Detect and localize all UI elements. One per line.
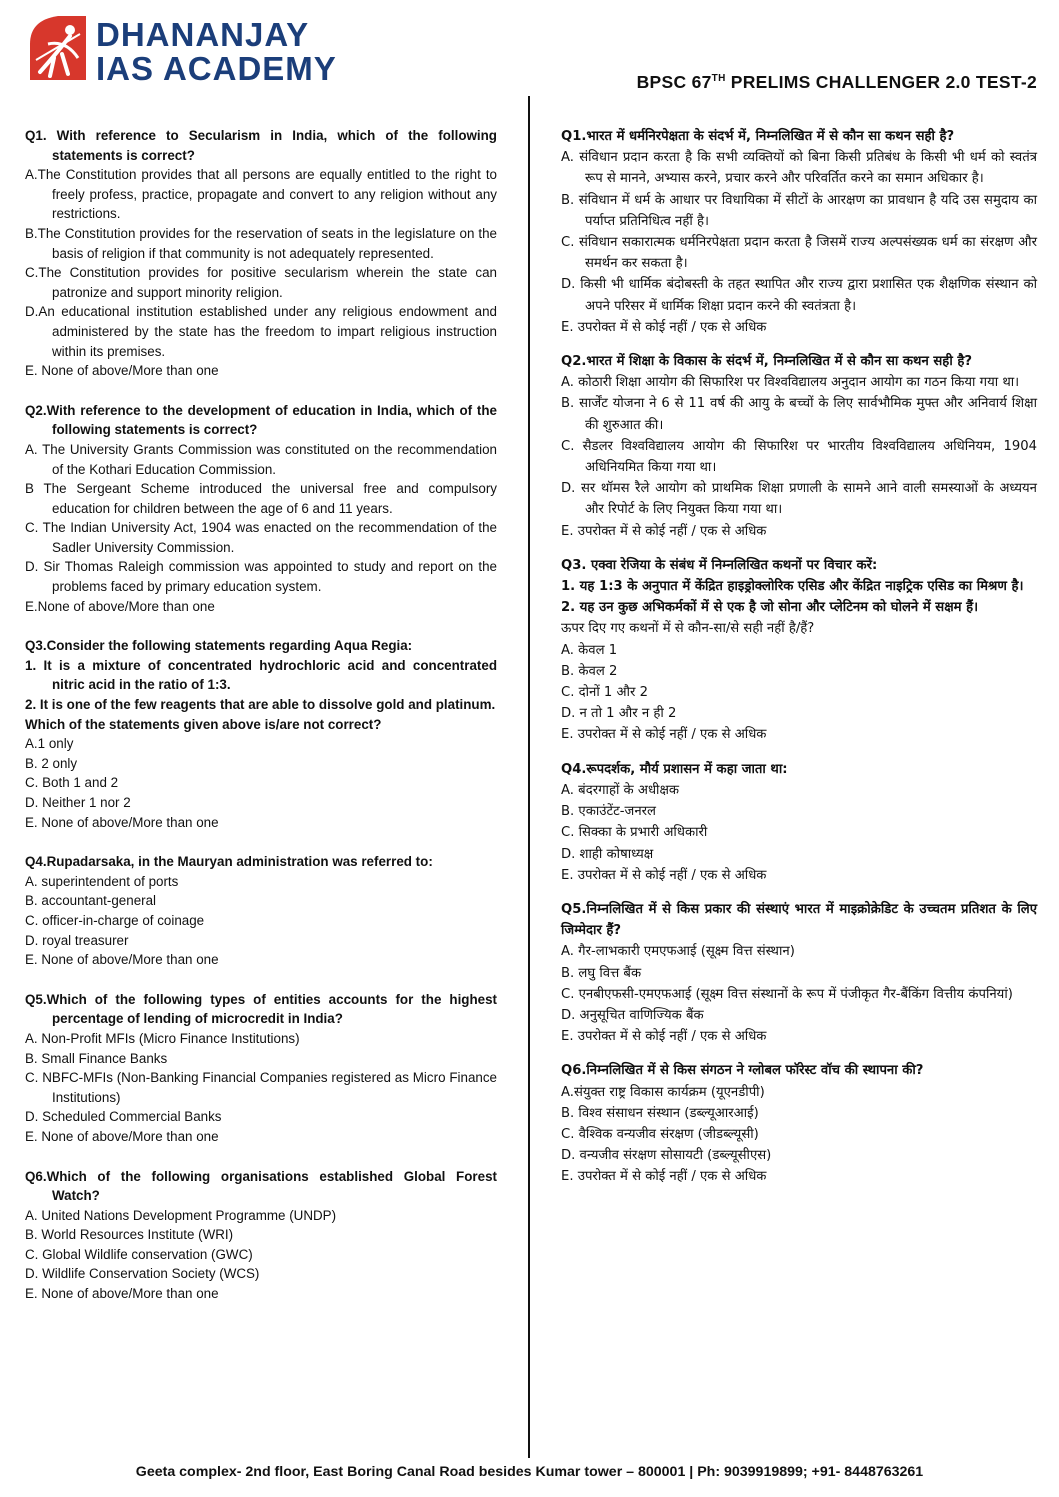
option-d: D. वन्यजीव संरक्षण सोसायटी (डब्ल्यूसीएस) [561,1148,772,1164]
statement-1: 1. It is a mixture of concentrated hydrochloric acid and concentrated nitric acid in the ratio of 1:3. [25,657,497,693]
option-a: A.1 only [25,736,74,752]
option-e: E. None of above/More than one [25,363,219,379]
logo-subtitle: IAS ACADEMY [96,50,337,87]
logo-name: DHANANJAY [96,16,310,53]
option-e: E. उपरोक्त में से कोई नहीं / एक से अधिक [561,319,767,335]
option-b: B.The Constitution provides for the reservation of seats in the legislature on the basis of religion if that community is not adequately represented. [25,225,497,261]
question-text: Q4.Rupadarsaka, in the Mauryan administration was referred to: [25,854,433,870]
question-hi-6 [561,1060,1037,1187]
option-d: D. किसी भी धार्मिक बंदोबस्ती के तहत स्थापित और राज्य द्वारा प्रशासित एक शैक्षणिक संस्थान को अपने परिसर में धार्मिक शिक्षा प्रदान करने की स्वतंत्रता है। [561,277,1037,314]
question-en-5 [25,990,497,1147]
option-d: D. शाही कोषाध्यक्ष [561,846,654,862]
footer-contact: Geeta complex- 2nd floor, East Boring Canal Road besides Kumar tower – 800001 | Ph: 9039919899; +91- 8448763261 [135,1464,924,1480]
option-a: A. superintendent of ports [25,873,179,889]
english-column [25,126,497,1324]
question-en-4 [25,852,497,970]
question-en-2 [25,401,497,617]
question-prompt: Which of the statements given above is/are not correct? [25,716,382,732]
option-a: A. कोठारी शिक्षा आयोग की सिफारिश पर विश्वविद्यालय अनुदान आयोग का गठन किया गया था। [561,375,1020,391]
option-b: B. लघु वित्त बैंक [561,965,642,981]
option-a: A. गैर-लाभकारी एमएफआई (सूक्ष्म वित्त संस्थान) [561,944,795,960]
option-a: A. संविधान प्रदान करता है कि सभी व्यक्तियों को बिना किसी प्रतिबंध के किसी भी धर्म को स्वतंत्र रूप से मानने, अभ्यास करने, प्रचार करने और परिवर्तित करने का समान अधिकार है। [561,150,1037,187]
option-d: D. अनुसूचित वाणिज्यिक बैंक [561,1007,704,1023]
option-c: C. सैडलर विश्वविद्यालय आयोग की सिफारिश पर भारतीय विश्वविद्यालय अधिनियम, 1904 अधिनियमित किया गया था। [561,438,1037,476]
question-text: Q6.निम्नलिखित में से किस संगठन ने ग्लोबल फॉरेस्ट वॉच की स्थापना की? [561,1063,924,1079]
option-b: B. Small Finance Banks [25,1050,168,1066]
option-a: A. Non-Profit MFIs (Micro Finance Institutions) [25,1030,300,1046]
statement-2: 2. It is one of the few reagents that are able to dissolve gold and platinum. [25,697,496,713]
option-b: B. संविधान में धर्म के आधार पर विधायिका में सीटों के आरक्षण का प्रावधान है यदि उस समुदाय का पर्याप्त प्रतिनिधित्व नहीं है। [561,192,1037,229]
option-c: C. दोनों 1 और 2 [561,685,648,701]
question-text: Q5.Which of the following types of entities accounts for the highest percentage of lending of microcredit in India? [25,991,497,1027]
option-e: E. उपरोक्त में से कोई नहीं / एक से अधिक [561,1029,767,1045]
hindi-column [561,126,1037,1201]
option-e: E. उपरोक्त में से कोई नहीं / एक से अधिक [561,523,767,539]
option-e: E.None of above/More than one [25,598,215,614]
question-text: Q2.With reference to the development of education in India, which of the following statements is correct? [25,402,497,438]
option-c: C. सिक्का के प्रभारी अधिकारी [561,825,708,841]
option-a: A. United Nations Development Programme (UNDP) [25,1207,337,1223]
option-e: E. None of above/More than one [25,1128,219,1144]
question-text: Q3. एक्वा रेजिया के संबंध में निम्नलिखित कथनों पर विचार करें: [561,557,878,573]
question-text: Q5.निम्नलिखित में से किस प्रकार की संस्थाएं भारत में माइक्रोक्रेडिट के उच्चतम प्रतिशत के लिए जिम्मेदार हैं? [561,901,1037,939]
question-en-3 [25,636,497,832]
option-a: A. The University Grants Commission was constituted on the recommendation of the Kothari Education Commission. [25,441,497,477]
test-title-prefix: BPSC 67 [636,72,712,92]
option-d: D.An educational institution established under any religious endowment and administered by the state has the freedom to impart religious instruction within its premises. [25,304,497,359]
option-c: C. NBFC-MFIs (Non-Banking Financial Companies registered as Micro Finance Institutions) [25,1070,497,1105]
option-b: B. World Resources Institute (WRI) [25,1227,234,1243]
option-b: B. केवल 2 [561,663,618,679]
question-text: Q4.रूपदर्शक, मौर्य प्रशासन में कहा जाता था: [561,761,788,777]
option-b: B. सार्जेंट योजना ने 6 से 11 वर्ष की आयु के बच्चों के लिए सार्वभौमिक मुफ्त और अनिवार्य शिक्षा की शुरुआत की। [561,396,1037,433]
option-c: C.The Constitution provides for positive secularism wherein the state can patronize and support minority religion. [25,265,497,300]
option-c: C. वैश्विक वन्यजीव संरक्षण (जीडब्ल्यूसी) [561,1126,759,1142]
option-d: D. Neither 1 nor 2 [25,795,131,810]
option-d: D. Sir Thomas Raleigh commission was appointed to study and report on the problems faced by primary education system. [25,559,497,595]
statement-1: 1. यह 1:3 के अनुपात में केंद्रित हाइड्रोक्लोरिक एसिड और केंद्रित नाइट्रिक एसिड का मिश्रण है। [561,579,1024,595]
option-d: D. Wildlife Conservation Society (WCS) [25,1266,260,1282]
option-a: A. केवल 1 [561,642,618,658]
question-hi-3 [561,555,1037,746]
option-d: D. Scheduled Commercial Banks [25,1109,222,1125]
option-a: A. बंदरगाहों के अधीक्षक [561,782,680,798]
question-hi-5 [561,899,1037,1047]
question-hi-2 [561,351,1037,542]
question-en-1 [25,126,497,381]
question-text: Q6.Which of the following organisations established Global Forest Watch? [25,1168,497,1204]
option-c: C. Global Wildlife conservation (GWC) [25,1246,253,1262]
option-c: C. The Indian University Act, 1904 was enacted on the recommendation of the Sadler University Commission. [25,520,497,555]
option-c: C. संविधान सकारात्मक धर्मनिरपेक्षता प्रदान करता है जिसमें राज्य अल्पसंख्यक धर्म का संरक्षण और समर्थन कर सकता है। [561,235,1037,272]
option-e: E. उपरोक्त में से कोई नहीं / एक से अधिक [561,727,767,743]
option-e: E. None of above/More than one [25,1286,219,1302]
question-text: Q1. With reference to Secularism in India, which of the following statements is correct? [25,128,497,163]
option-e: E. उपरोक्त में से कोई नहीं / एक से अधिक [561,867,767,883]
option-e: E. उपरोक्त में से कोई नहीं / एक से अधिक [561,1169,767,1185]
question-prompt: ऊपर दिए गए कथनों में से कौन-सा/से सही नहीं है/हैं? [561,621,815,637]
option-b: B The Sergeant Scheme introduced the universal free and compulsory education for children between the age of 6 and 11 years. [25,481,497,516]
option-c: C. Both 1 and 2 [25,775,119,791]
option-e: E. None of above/More than one [25,952,219,968]
option-b: B. 2 only [25,755,78,771]
option-b: B. accountant-general [25,893,157,909]
option-d: D. न तो 1 और न ही 2 [561,706,677,722]
question-text: Q1.भारत में धर्मनिरपेक्षता के संदर्भ में, निम्नलिखित में से कौन सा कथन सही है? [561,129,955,144]
option-c: C. एनबीएफसी-एमएफआई (सूक्ष्म वित्त संस्थानों के रूप में पंजीकृत गैर-बैंकिंग वित्तीय कंपनियां) [561,986,1013,1002]
option-d: D. सर थॉमस रैले आयोग को प्राथमिक शिक्षा प्रणाली के सामने आने वाली समस्याओं के अध्ययन और रिपोर्ट के लिए नियुक्त किया गया था। [561,481,1037,518]
archer-logo-icon [26,14,90,82]
option-b: B. विश्व संसाधन संस्थान (डब्ल्यूआरआई) [561,1105,759,1121]
question-hi-4 [561,759,1037,886]
option-a: A.संयुक्त राष्ट्र विकास कार्यक्रम (यूएनडीपी) [561,1084,765,1100]
option-c: C. officer-in-charge of coinage [25,912,205,928]
test-title [637,72,1037,93]
option-b: B. एकाउंटेंट-जनरल [561,804,656,820]
option-a: A.The Constitution provides that all persons are equally entitled to the right to freely profess, practice, propagate and convert to any religion without any restrictions. [25,167,497,222]
option-e: E. None of above/More than one [25,814,219,830]
statement-2: 2. यह उन कुछ अभिकर्मकों में से एक है जो सोना और प्लेटिनम को घोलने में सक्षम हैं। [561,600,979,616]
academy-logo [26,14,346,86]
question-hi-1 [561,126,1037,338]
test-title-suffix: PRELIMS CHALLENGER 2.0 TEST-2 [725,72,1037,92]
test-title-sup: TH [711,73,726,85]
question-en-6 [25,1167,497,1304]
question-text: Q2.भारत में शिक्षा के विकास के संदर्भ में, निम्नलिखित में से कौन सा कथन सही है? [561,354,972,370]
question-text: Q3.Consider the following statements regarding Aqua Regia: [25,638,413,654]
option-d: D. royal treasurer [25,932,129,948]
column-divider [528,96,530,1458]
